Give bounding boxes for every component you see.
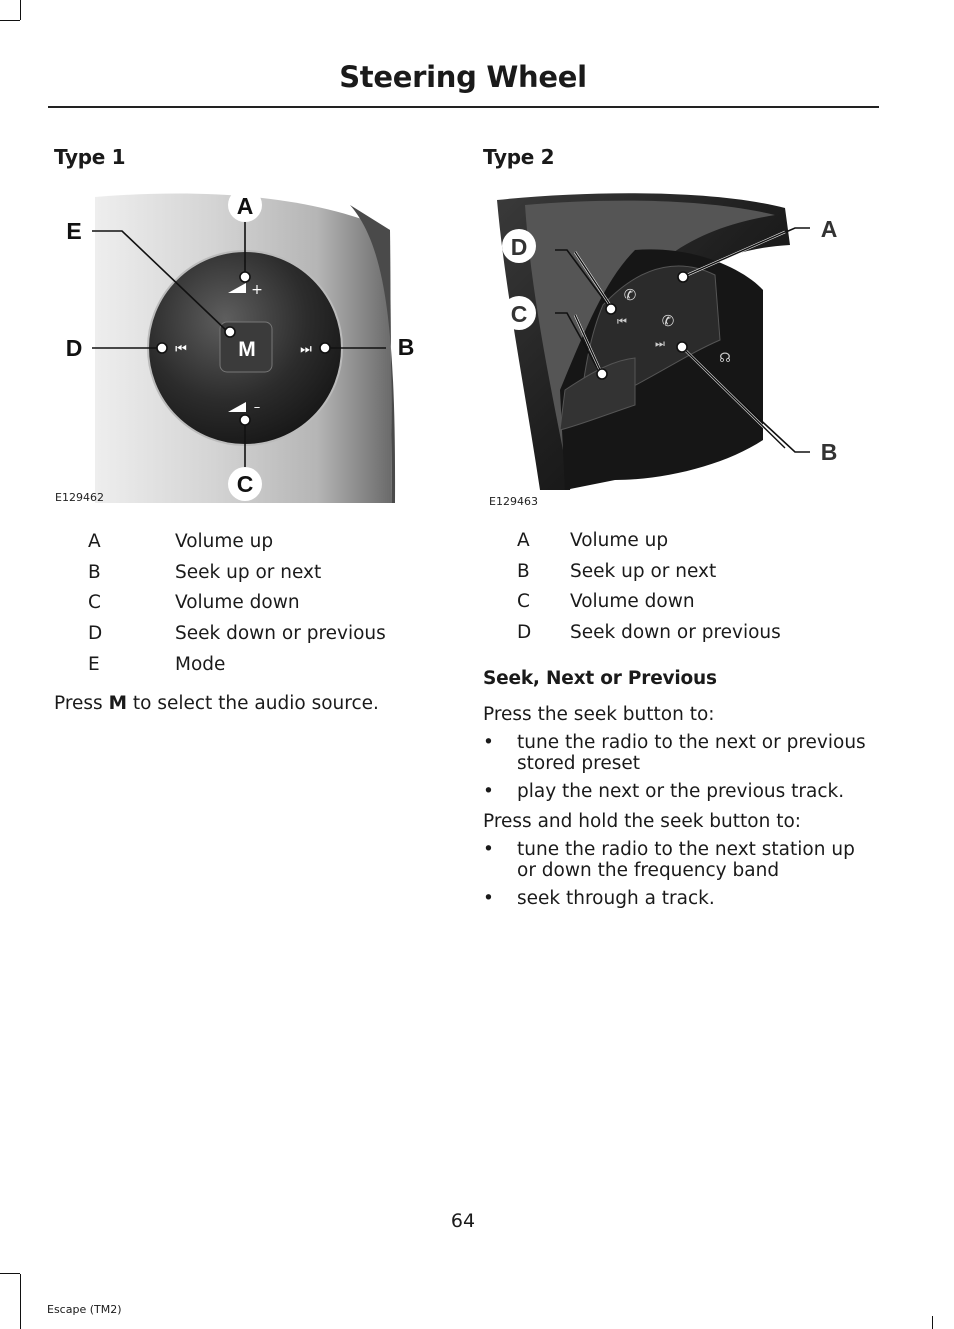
type2-heading: Type 2 [483,145,555,169]
seek-previous-icon: ⏮ [175,342,187,357]
type2-legend [517,525,781,648]
legend-row: B Seek up or next [517,560,717,582]
crop-mark [0,20,20,21]
legend-row: D Seek down or previous [517,622,781,644]
callout-a: A [236,193,254,219]
callout-c: C [236,471,254,497]
type2-figure [485,190,855,510]
bullet-icon: • [483,781,494,802]
legend-row: D Seek down or previous [88,623,386,645]
legend-row: C Volume down [517,591,695,613]
seek-heading: Seek, Next or Previous [483,668,717,689]
legend-row: E Mode [88,654,226,676]
bullet-icon: • [483,888,494,909]
page-number: 64 [450,1210,476,1232]
list-item: • play the next or the previous track. [483,781,845,802]
phone-accept-icon: ✆ [623,286,637,304]
list-item: • tune the radio to the next or previous stored preset [483,732,866,774]
volume-minus-glyph: – [253,400,261,415]
bullet-icon: • [483,732,494,753]
bullet-icon: • [483,839,494,860]
hold-intro: Press and hold the seek button to: [483,811,802,832]
crop-mark [932,1316,933,1329]
callout-d: D [65,335,83,361]
crop-mark [20,0,21,20]
seek-next-icon: ⏭ [655,337,665,350]
mode-note: Press M to select the audio source. [54,693,379,714]
legend-row: A Volume up [88,530,274,552]
callout-c: C [510,301,528,327]
type1-legend [88,526,386,680]
phone-end-icon: ✆ [661,312,675,330]
callout-b: B [820,439,838,465]
callout-a: A [820,216,838,242]
voice-command-icon: ☊ [719,351,731,366]
seek-previous-icon: ⏮ [617,315,627,328]
callout-d: D [510,234,528,260]
crop-mark [0,1273,20,1274]
legend-row: C Volume down [88,592,300,614]
type1-heading: Type 1 [54,145,126,169]
footer-model: Escape (TM2) [47,1303,122,1316]
legend-row: B Seek up or next [88,561,322,583]
type1-figure [50,185,420,510]
legend-row: A Volume up [517,529,669,551]
list-item: • tune the radio to the next station up or down the frequency band [483,839,855,881]
type2-figure-id: E129463 [489,495,538,508]
page-title: Steering Wheel [339,60,587,94]
callout-b: B [397,334,415,360]
type1-figure-id: E129462 [55,491,104,504]
volume-plus-glyph: + [251,282,263,298]
header-rule [48,106,879,108]
crop-mark [20,1274,21,1329]
list-item: • seek through a track. [483,888,715,909]
press-intro: Press the seek button to: [483,704,715,725]
callout-e: E [66,218,82,244]
seek-next-icon: ⏭ [300,342,312,357]
mode-button-label: M [238,338,256,361]
